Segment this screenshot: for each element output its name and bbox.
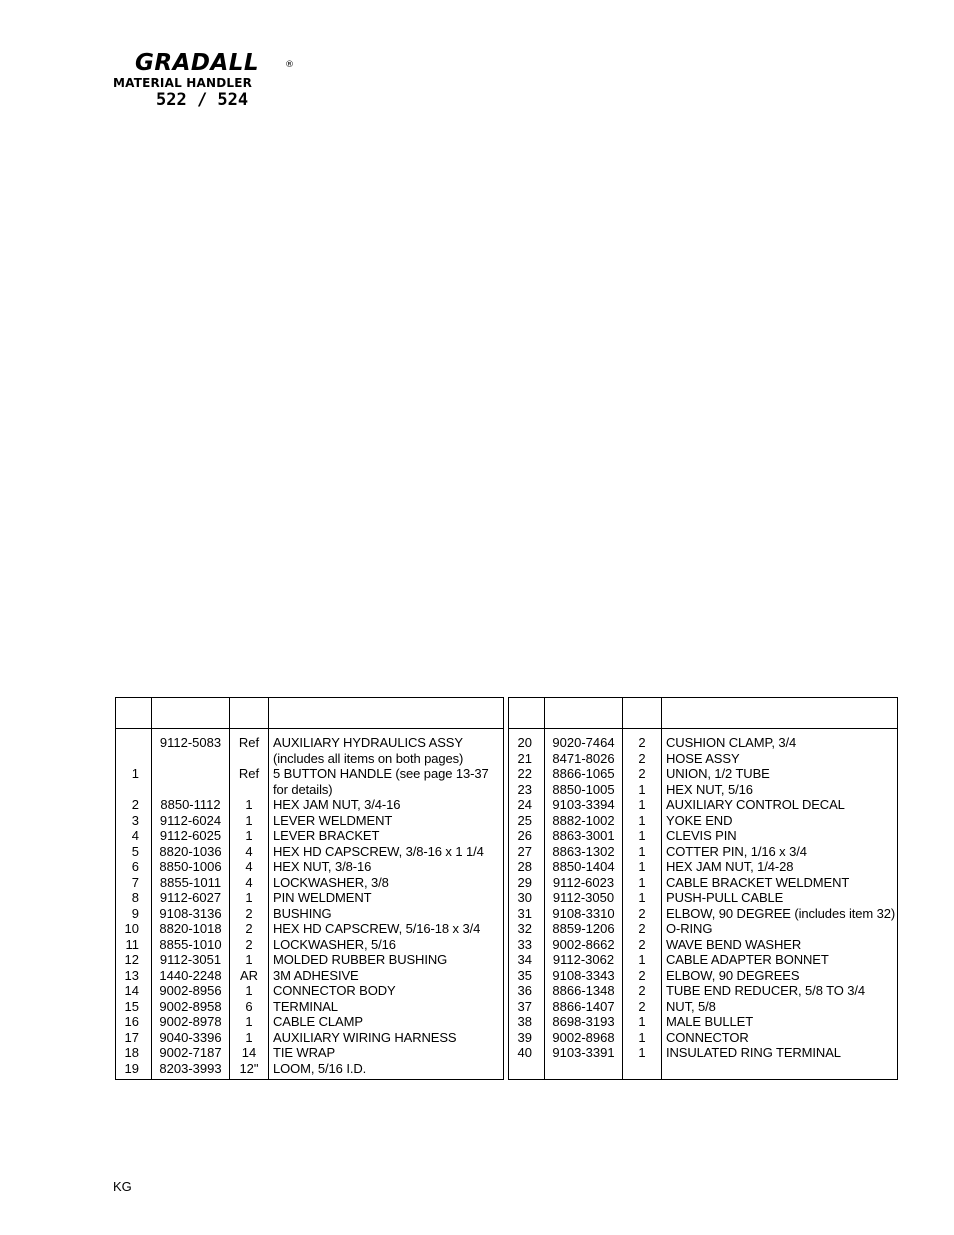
table-cell-qty: 1 (638, 828, 646, 843)
table-cell-desc: O-RING (666, 921, 713, 936)
table-cell-part: 8850-1404 (552, 859, 615, 874)
table-cell-item: 18 (124, 1045, 139, 1060)
table-cell-item: 28 (517, 859, 532, 874)
table-cell-item: 20 (517, 735, 532, 750)
table-cell-qty: 2 (638, 998, 646, 1014)
table-cell-qty: 2 (638, 735, 646, 750)
table-cell-desc: CLEVIS PIN (666, 828, 737, 843)
table-cell-qty: 1 (638, 843, 646, 859)
table-cell-desc: LOOM, 5/16 I.D. (273, 1060, 367, 1076)
table-cell-part: 9112-3051 (159, 952, 222, 967)
table-cell-part: 9020-7464 (552, 735, 615, 750)
table-cell-qty: 6 (245, 998, 253, 1014)
table-cell-item: 39 (517, 1029, 532, 1045)
table-cell-item: 34 (517, 952, 532, 967)
table-cell-desc: 5 BUTTON HANDLE (see page 13-37 (273, 766, 489, 781)
table-cell-qty: 2 (638, 967, 646, 983)
table-cell-item: 10 (124, 921, 139, 936)
table-cell-desc: HEX NUT, 5/16 (666, 781, 753, 797)
table-cell-item: 24 (517, 797, 532, 812)
table-cell-item: 19 (124, 1060, 139, 1076)
table-cell-part: 8820-1036 (159, 843, 222, 859)
table-cell-qty: 1 (638, 1014, 646, 1029)
table-cell-part: 9002-7187 (159, 1045, 222, 1060)
table-cell-qty: 1 (245, 812, 253, 828)
item-column (509, 698, 545, 1079)
table-cell-part: 9112-3050 (552, 890, 615, 905)
table-cell-item: 32 (517, 921, 532, 936)
table-cell-part (152, 751, 229, 767)
footer-code: KG (113, 1179, 132, 1194)
table-cell-item: 33 (517, 936, 532, 952)
brand-name-text: GRADALL (135, 50, 260, 76)
table-cell-item: 11 (125, 936, 139, 952)
table-cell-qty (230, 751, 268, 767)
table-cell-item: 4 (131, 828, 139, 843)
table-cell-desc: LEVER BRACKET (273, 828, 380, 843)
table-cell-qty: 4 (245, 859, 253, 874)
table-cell-desc: ELBOW, 90 DEGREES (666, 967, 800, 983)
table-cell-item: 15 (124, 998, 139, 1014)
table-cell-part: 8698-3193 (552, 1014, 615, 1029)
item-column (116, 698, 152, 1079)
table-cell-part: 9112-6023 (552, 874, 615, 890)
registered-mark: ® (285, 60, 295, 70)
table-cell-desc: HEX HD CAPSCREW, 5/16-18 x 3/4 (273, 921, 481, 936)
table-cell-item: 8 (131, 890, 139, 905)
table-cell-part: 8471-8026 (552, 750, 615, 766)
table-cell-item: 1 (131, 766, 139, 781)
table-cell-item: 36 (517, 983, 532, 998)
table-cell-desc: YOKE END (666, 812, 733, 828)
table-cell-qty: 1 (638, 890, 646, 905)
table-cell-part: 9002-8662 (552, 936, 615, 952)
table-cell-item: 37 (517, 998, 532, 1014)
table-cell-desc: LOCKWASHER, 5/16 (273, 936, 396, 952)
table-cell-qty: Ref (238, 766, 260, 781)
table-cell-part: 8820-1018 (159, 921, 222, 936)
table-cell-desc: AUXILIARY WIRING HARNESS (273, 1029, 457, 1045)
table-cell-item: 31 (517, 905, 532, 921)
table-cell-qty: 2 (638, 921, 646, 936)
table-cell-desc: for details) (273, 781, 333, 797)
table-cell-desc: TERMINAL (273, 998, 338, 1014)
table-cell-desc: HEX NUT, 3/8-16 (273, 859, 372, 874)
table-cell-qty: 1 (245, 952, 253, 967)
table-cell-item: 26 (517, 828, 532, 843)
table-cell-qty: 2 (638, 905, 646, 921)
table-cell-desc: ELBOW, 90 DEGREE (includes item 32) (666, 905, 896, 921)
table-cell-desc: 3M ADHESIVE (273, 967, 359, 983)
parts-table-left (115, 697, 504, 1080)
table-cell-qty: 2 (638, 983, 646, 998)
table-cell-part: 8850-1006 (159, 859, 222, 874)
table-cell-qty: 1 (638, 1045, 646, 1060)
table-cell-item: 12 (124, 952, 139, 967)
table-cell-part: 9108-3136 (159, 905, 222, 921)
table-cell-qty: 1 (638, 797, 646, 812)
table-cell-qty: 2 (245, 936, 253, 952)
table-cell-part: 8203-3993 (159, 1060, 222, 1076)
quantity-column (230, 698, 269, 1079)
table-cell-desc: HEX JAM NUT, 1/4-28 (666, 859, 794, 874)
table-cell-item: 5 (131, 843, 139, 859)
table-cell-part: 8866-1348 (552, 983, 615, 998)
brand-subtitle: MATERIAL HANDLER (113, 76, 253, 90)
table-cell-qty: 1 (638, 874, 646, 890)
description-column (662, 698, 897, 1079)
table-cell-qty: Ref (238, 735, 260, 750)
brand-logo (113, 50, 295, 110)
table-cell-item: 6 (131, 859, 139, 874)
table-cell-item: 13 (124, 967, 139, 983)
table-cell-item: 25 (517, 812, 532, 828)
table-cell-part: 9112-5083 (159, 735, 222, 750)
table-cell-item: 40 (517, 1045, 532, 1060)
table-cell-part: 9002-8956 (159, 983, 222, 998)
table-cell-part: 8859-1206 (552, 921, 615, 936)
table-cell-part: 9108-3310 (552, 905, 615, 921)
table-cell-qty: 2 (245, 921, 253, 936)
table-cell-item: 14 (124, 983, 139, 998)
table-cell-desc: NUT, 5/8 (666, 998, 716, 1014)
table-cell-desc: HEX JAM NUT, 3/4-16 (273, 797, 401, 812)
parts-table-right (508, 697, 898, 1080)
table-cell-item: 16 (124, 1014, 139, 1029)
table-cell-qty: 2 (245, 905, 253, 921)
table-cell-qty: 1 (638, 781, 646, 797)
table-cell-qty: 1 (638, 952, 646, 967)
table-cell-part: 9112-6025 (159, 828, 222, 843)
table-cell-desc: CABLE BRACKET WELDMENT (666, 874, 850, 890)
table-cell-item: 35 (517, 967, 532, 983)
table-cell-part: 9112-6027 (159, 890, 222, 905)
table-cell-desc: MALE BULLET (666, 1014, 754, 1029)
table-cell-desc: INSULATED RING TERMINAL (666, 1045, 841, 1060)
table-cell-part (152, 766, 229, 782)
table-cell-part: 8855-1010 (159, 936, 222, 952)
table-cell-desc: WAVE BEND WASHER (666, 936, 802, 952)
table-cell-desc: CABLE CLAMP (273, 1014, 363, 1029)
table-cell-part: 8866-1065 (552, 766, 615, 781)
table-cell-qty: 14 (241, 1045, 257, 1060)
table-cell-qty: 2 (638, 750, 646, 766)
table-cell-desc: CONNECTOR (666, 1029, 749, 1045)
table-cell-part: 8866-1407 (552, 998, 615, 1014)
table-cell-desc: HOSE ASSY (666, 750, 740, 766)
part-number-column (152, 698, 230, 1079)
table-cell-qty: 1 (638, 1029, 646, 1045)
table-cell-desc: HEX HD CAPSCREW, 3/8-16 x 1 1/4 (273, 843, 484, 859)
table-cell-item (116, 782, 151, 798)
table-cell-desc: LOCKWASHER, 3/8 (273, 874, 389, 890)
table-cell-part: 8855-1011 (159, 874, 222, 890)
table-cell-item: 30 (517, 890, 532, 905)
table-cell-item: 38 (517, 1014, 532, 1029)
table-cell-qty: 1 (638, 812, 646, 828)
table-cell-desc: LEVER WELDMENT (273, 812, 393, 828)
table-cell-qty: AR (239, 967, 259, 983)
table-cell-part: 8850-1112 (160, 797, 221, 812)
table-cell-part: 9103-3394 (552, 797, 615, 812)
table-cell-part (152, 782, 229, 798)
table-cell-desc: AUXILIARY HYDRAULICS ASSY (273, 735, 463, 750)
table-cell-desc: CONNECTOR BODY (273, 983, 396, 998)
quantity-column (623, 698, 662, 1079)
table-cell-desc: PUSH-PULL CABLE (666, 890, 784, 905)
table-cell-item (116, 751, 151, 767)
table-cell-item: 17 (124, 1029, 139, 1045)
table-cell-qty: 1 (245, 983, 253, 998)
table-cell-desc: UNION, 1/2 TUBE (666, 766, 770, 781)
table-cell-desc: PIN WELDMENT (273, 890, 372, 905)
brand-name (113, 50, 295, 76)
table-cell-part: 9103-3391 (552, 1045, 615, 1060)
table-cell-qty (230, 782, 268, 798)
table-cell-part: 9002-8958 (159, 998, 222, 1014)
table-cell-part: 9002-8968 (552, 1029, 615, 1045)
table-cell-desc: (includes all items on both pages) (273, 750, 464, 766)
table-cell-part: 9002-8978 (159, 1014, 222, 1029)
table-cell-qty: 4 (245, 874, 253, 890)
table-cell-part: 8850-1005 (552, 781, 615, 797)
table-cell-part: 9040-3396 (159, 1029, 222, 1045)
table-cell-item: 29 (517, 874, 532, 890)
table-cell-qty: 1 (245, 1014, 253, 1029)
table-cell-desc: CABLE ADAPTER BONNET (666, 952, 829, 967)
table-cell-qty: 1 (245, 797, 253, 812)
table-cell-desc: TIE WRAP (273, 1045, 336, 1060)
table-cell-part: 1440-2248 (159, 967, 222, 983)
table-cell-qty: 1 (638, 859, 646, 874)
table-cell-desc: CUSHION CLAMP, 3/4 (666, 735, 797, 750)
table-cell-qty: 1 (245, 890, 253, 905)
table-cell-part: 8882-1002 (552, 812, 615, 828)
table-cell-item: 9 (131, 905, 139, 921)
table-cell-qty: 2 (638, 936, 646, 952)
table-cell-qty: 12" (239, 1060, 259, 1076)
table-cell-qty: 4 (245, 843, 253, 859)
table-cell-item: 21 (517, 750, 532, 766)
table-cell-part: 9108-3343 (552, 967, 615, 983)
table-cell-qty: 1 (245, 1029, 253, 1045)
table-cell-desc: BUSHING (273, 905, 332, 921)
table-cell-qty: 1 (245, 828, 253, 843)
part-number-column (545, 698, 623, 1079)
table-cell-desc: TUBE END REDUCER, 5/8 TO 3/4 (666, 983, 865, 998)
table-cell-item: 27 (517, 843, 532, 859)
table-cell-part: 9112-6024 (159, 812, 222, 828)
table-cell-item: 22 (517, 766, 532, 781)
table-cell-part: 9112-3062 (552, 952, 615, 967)
brand-model: 522 / 524 (156, 90, 249, 110)
table-cell-desc: COTTER PIN, 1/16 x 3/4 (666, 843, 807, 859)
table-cell-qty: 2 (638, 766, 646, 781)
table-cell-item: 2 (131, 797, 139, 812)
table-cell-item: 3 (131, 812, 139, 828)
table-cell-part: 8863-1302 (552, 843, 615, 859)
description-column (269, 698, 503, 1079)
table-cell-item: 23 (517, 781, 532, 797)
table-cell-item (116, 735, 151, 751)
table-cell-desc: MOLDED RUBBER BUSHING (273, 952, 448, 967)
table-cell-part: 8863-3001 (552, 828, 615, 843)
table-cell-item: 7 (131, 874, 139, 890)
table-cell-desc: AUXILIARY CONTROL DECAL (666, 797, 845, 812)
